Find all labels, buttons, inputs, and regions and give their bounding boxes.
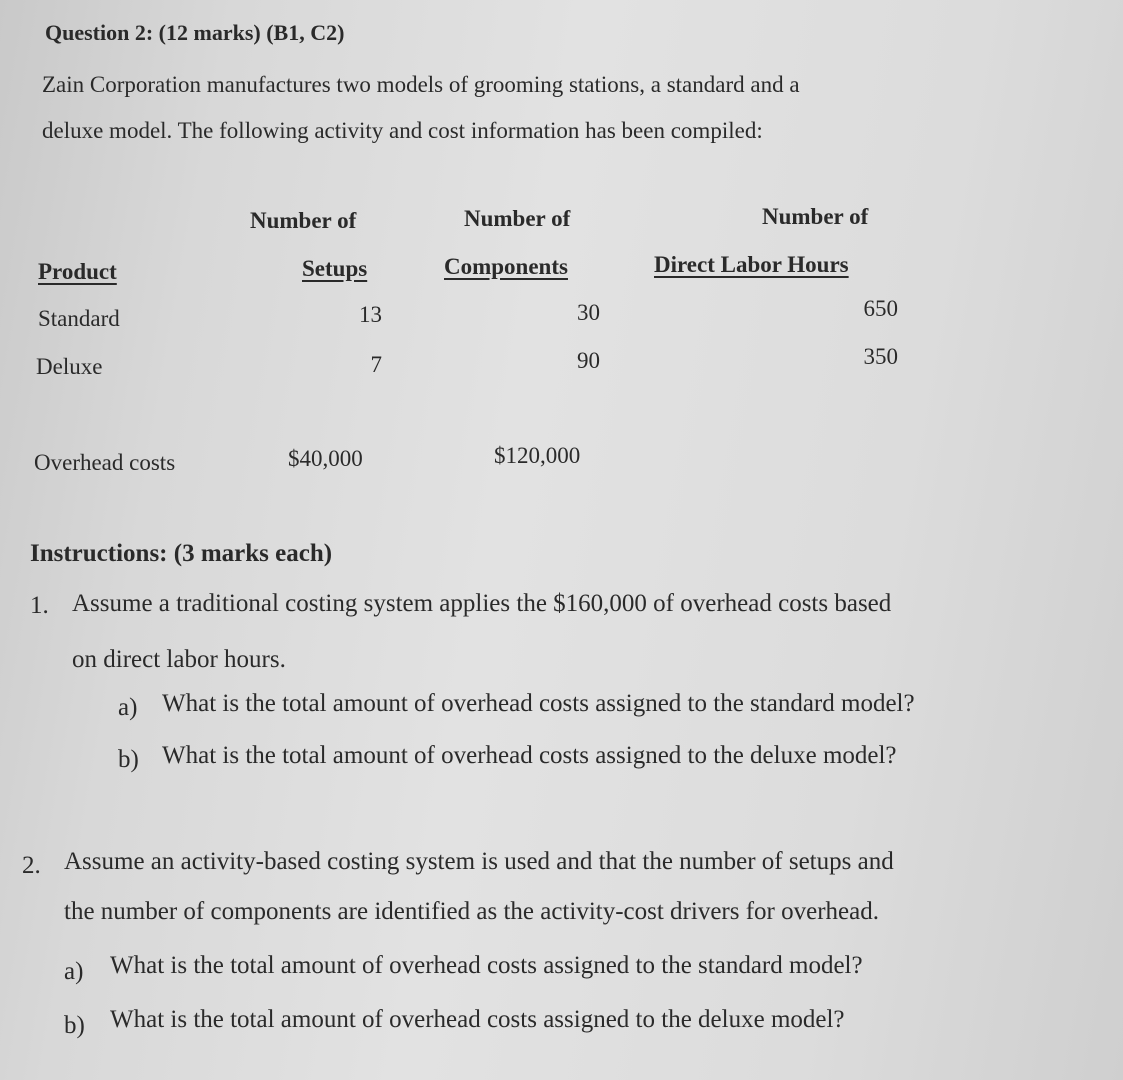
item-2b-letter: b) — [64, 1012, 85, 1039]
item-1b-letter: b) — [118, 746, 139, 773]
item-1-line-1: Assume a traditional costing system applies the $160,000 of overhead costs based — [72, 590, 892, 617]
cell-setups-deluxe: 7 — [370, 352, 382, 377]
item-2a-text: What is the total amount of overhead costs assigned to the standard model? — [110, 952, 863, 979]
item-1-line-2: on direct labor hours. — [72, 646, 286, 673]
header-components-line1: Number of — [464, 206, 571, 231]
header-dlh-line1: Number of — [762, 204, 869, 229]
item-1-number: 1. — [30, 592, 49, 619]
intro-paragraph-line-2: deluxe model. The following activity and cost information has been compiled: — [42, 118, 763, 143]
item-1b-text: What is the total amount of overhead costs assigned to the deluxe model? — [162, 742, 897, 769]
item-2a-letter: a) — [64, 958, 84, 985]
intro-paragraph-line-1: Zain Corporation manufactures two models of grooming stations, a standard and a — [42, 72, 800, 97]
row-product-deluxe: Deluxe — [36, 354, 103, 379]
header-components-line2: Components — [444, 254, 568, 279]
overhead-components-value: $120,000 — [494, 443, 581, 468]
header-dlh-line2: Direct Labor Hours — [654, 252, 849, 277]
item-2b-text: What is the total amount of overhead costs assigned to the deluxe model? — [110, 1006, 845, 1033]
overhead-setups-value: $40,000 — [288, 446, 363, 471]
item-2-line-2: the number of components are identified as the activity-cost drivers for overhead. — [64, 898, 879, 925]
cell-components-standard: 30 — [577, 300, 600, 325]
item-2-line-1: Assume an activity-based costing system is used and that the number of setups and — [64, 848, 894, 875]
cell-dlh-deluxe: 350 — [863, 344, 898, 369]
header-setups-line1: Number of — [250, 208, 357, 233]
header-setups-line2: Setups — [302, 256, 368, 281]
item-1a-text: What is the total amount of overhead costs assigned to the standard model? — [162, 690, 915, 717]
question-title: Question 2: (12 marks) (B1, C2) — [45, 20, 345, 45]
item-2-number: 2. — [22, 852, 41, 879]
item-1a-letter: a) — [118, 694, 138, 721]
row-product-standard: Standard — [38, 306, 120, 331]
cell-dlh-standard: 650 — [863, 296, 898, 321]
cell-setups-standard: 13 — [359, 302, 382, 327]
cell-components-deluxe: 90 — [577, 348, 600, 373]
header-product: Product — [38, 259, 117, 284]
instructions-heading: Instructions: (3 marks each) — [30, 540, 333, 567]
overhead-label: Overhead costs — [34, 450, 176, 475]
